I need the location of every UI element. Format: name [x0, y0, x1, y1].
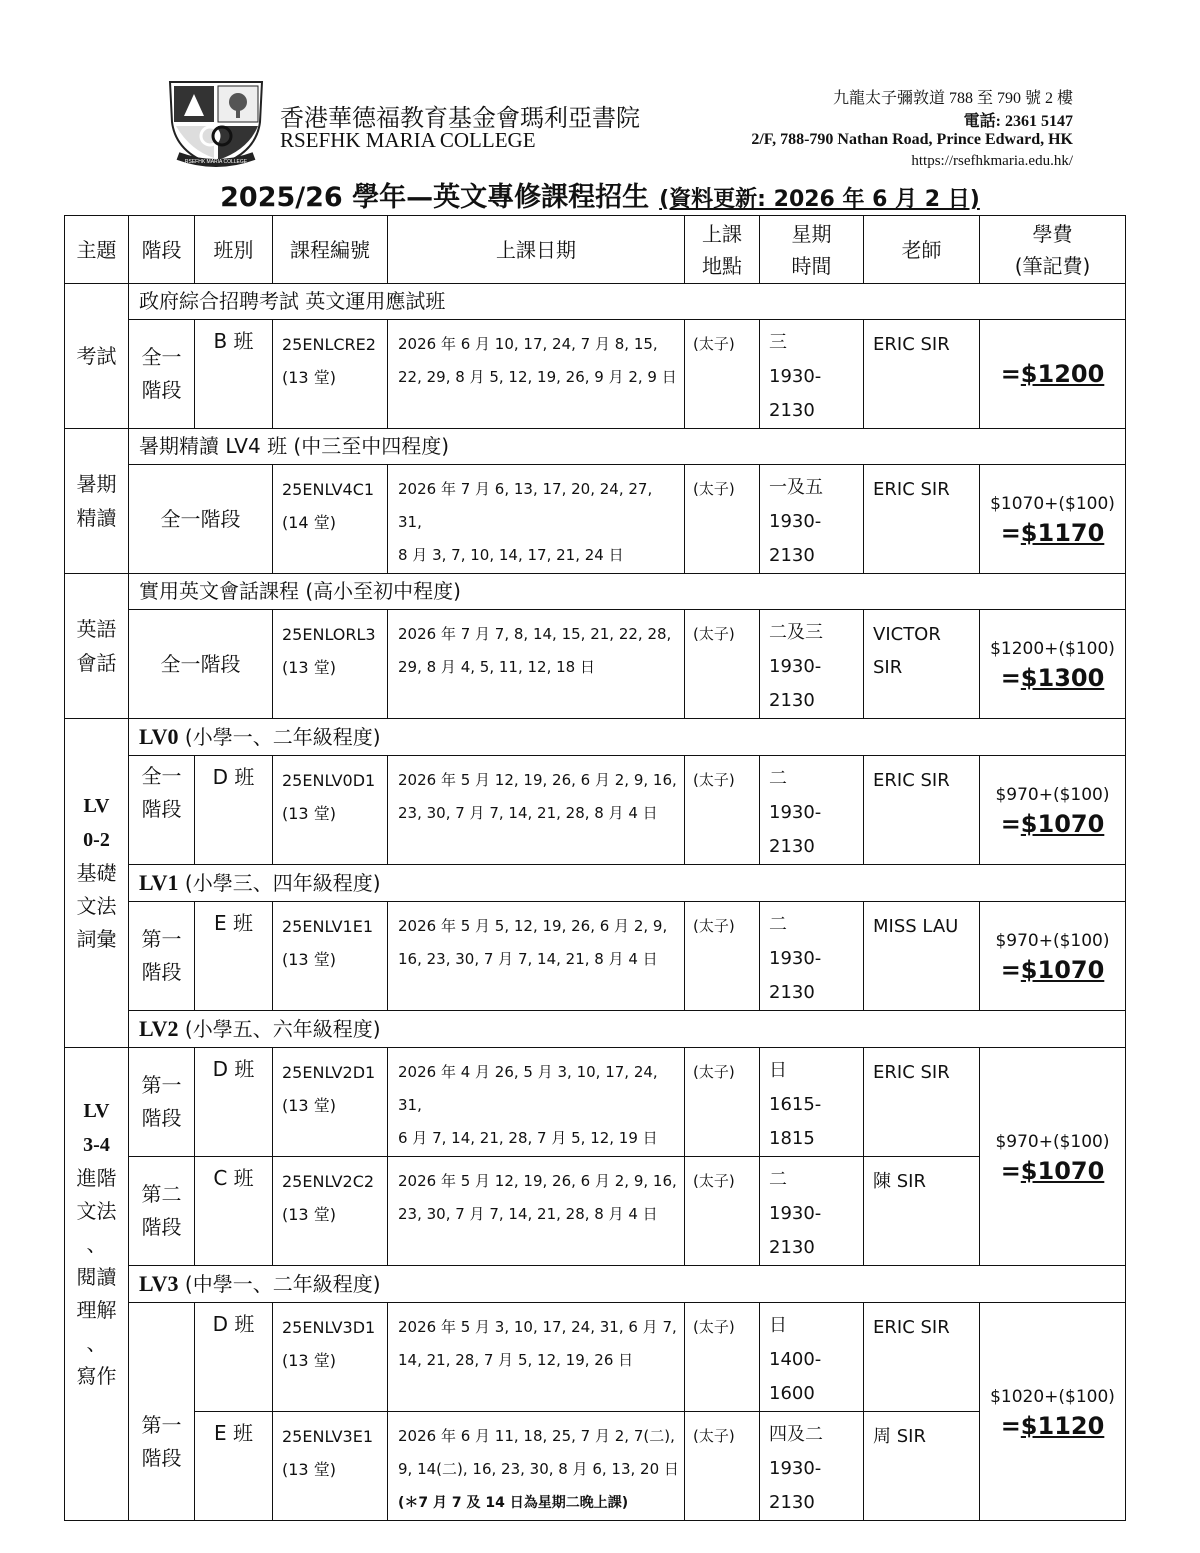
class-dates: 2026 年 7 月 7, 8, 14, 15, 21, 22, 28, 29, 8 月 4, 5, 11, 12, 18 日 [388, 610, 685, 719]
location: (太子) [685, 610, 760, 719]
course-code: 25ENLV0D1 (13 堂) [273, 756, 388, 865]
header-teacher: 老師 [864, 216, 980, 284]
class-name: D 班 [195, 756, 273, 865]
teacher: ERIC SIR [864, 465, 980, 574]
location: (太子) [685, 320, 760, 429]
class-dates: 2026 年 7 月 6, 13, 17, 20, 24, 27, 31, 8 月 3, 7, 10, 14, 17, 21, 24 日 [388, 465, 685, 574]
course-code: 25ENLV2D1 (13 堂) [273, 1048, 388, 1157]
svg-text:RSEFHK MARIA COLLEGE: RSEFHK MARIA COLLEGE [184, 159, 248, 165]
header-location: 上課 地點 [685, 216, 760, 284]
title-updated: (資料更新: 2026 年 6 月 2 日) [659, 187, 980, 212]
topic-lv0-2: LV 0-2 基礎 文法 詞彙 [65, 719, 129, 1048]
topic-exam: 考試 [65, 284, 129, 429]
table-row [65, 902, 1126, 1011]
teacher: ERIC SIR [864, 756, 980, 865]
class-name: E 班 [195, 902, 273, 1011]
class-name: C 班 [195, 1157, 273, 1266]
class-dates: 2026 年 5 月 3, 10, 17, 24, 31, 6 月 7, 14, 21, 28, 7 月 5, 12, 19, 26 日 [388, 1303, 685, 1412]
class-dates: 2026 年 5 月 5, 12, 19, 26, 6 月 2, 9, 16, 23, 30, 7 月 7, 14, 21, 8 月 4 日 [388, 902, 685, 1011]
fee: $970+($100) =$1070 [980, 902, 1126, 1011]
header-day-time: 星期 時間 [760, 216, 864, 284]
header-stage: 階段 [129, 216, 195, 284]
class-dates: 2026 年 5 月 12, 19, 26, 6 月 2, 9, 16, 23, 30, 7 月 7, 14, 21, 28, 8 月 4 日 [388, 1157, 685, 1266]
stage: 第一 階段 [129, 902, 195, 1011]
section-title-lv1: LV1 (小學三、四年級程度) [129, 865, 1126, 902]
topic-summer: 暑期 精讀 [65, 429, 129, 574]
location: (太子) [685, 756, 760, 865]
location: (太子) [685, 1303, 760, 1412]
fee: $1020+($100) =$1120 [980, 1303, 1126, 1521]
stage: 全一階段 [129, 610, 273, 719]
address-zh: 九龍太子彌敦道 788 至 790 號 2 樓 [832, 90, 1073, 107]
website-link[interactable]: https://rsefhkmaria.edu.hk/ [911, 153, 1073, 169]
table-row [65, 1157, 1126, 1266]
header-topic: 主題 [65, 216, 129, 284]
topic-lv3-4: LV 3-4 進階 文法 、 閱讀 理解 、 寫作 [65, 1048, 129, 1521]
class-name: D 班 [195, 1303, 273, 1412]
class-dates: 2026 年 6 月 10, 17, 24, 7 月 8, 15, 22, 29, 8 月 5, 12, 19, 26, 9 月 2, 9 日 [388, 320, 685, 429]
section-title-lv0: LV0 (小學一、二年級程度) [129, 719, 1126, 756]
fee-total: $1200 [1020, 359, 1105, 388]
table-row [65, 610, 1126, 719]
stage: 全一 階段 [129, 320, 195, 429]
fee: $970+($100) =$1070 [980, 756, 1126, 865]
location: (太子) [685, 902, 760, 1011]
class-dates: 2026 年 4 月 26, 5 月 3, 10, 17, 24, 31, 6 月 7, 14, 21, 28, 7 月 5, 12, 19 日 [388, 1048, 685, 1157]
day-time: 四及二 1930- 2130 [760, 1412, 864, 1521]
school-name-zh: 香港華德福教育基金會瑪利亞書院 [280, 104, 640, 132]
fee-total: $1070 [1020, 810, 1105, 838]
course-code: 25ENLV4C1 (14 堂) [273, 465, 388, 574]
day-time: 一及五 1930- 2130 [760, 465, 864, 574]
fee: =$1200 [980, 320, 1126, 429]
school-logo [160, 76, 272, 168]
fee: $1200+($100) =$1300 [980, 610, 1126, 719]
location: (太子) [685, 1048, 760, 1157]
fee-total: $1120 [1020, 1411, 1105, 1440]
course-code: 25ENLV2C2 (13 堂) [273, 1157, 388, 1266]
day-time: 三 1930- 2130 [760, 320, 864, 429]
class-name: B 班 [195, 320, 273, 429]
section-title-lv2: LV2 (小學五、六年級程度) [129, 1011, 1126, 1048]
teacher: ERIC SIR [864, 320, 980, 429]
table-row [65, 1048, 1126, 1157]
teacher: ERIC SIR [864, 1048, 980, 1157]
teacher: VICTOR SIR [864, 610, 980, 719]
header-fee: 學費 (筆記費) [980, 216, 1126, 284]
stage: 第一 階段 [129, 1303, 195, 1521]
location: (太子) [685, 1412, 760, 1521]
address-en: 2/F, 788-790 Nathan Road, Prince Edward, HK [751, 131, 1073, 148]
course-table [64, 215, 1126, 1521]
section-title-exam: 政府綜合招聘考試 英文運用應試班 [129, 284, 1126, 320]
day-time: 日 1400- 1600 [760, 1303, 864, 1412]
header-class: 班別 [195, 216, 273, 284]
course-code: 25ENLORL3 (13 堂) [273, 610, 388, 719]
table-row [65, 1412, 1126, 1521]
stage: 第二 階段 [129, 1157, 195, 1266]
fee-total: $1070 [1020, 1156, 1105, 1185]
day-time: 二 1930- 2130 [760, 756, 864, 865]
header-dates: 上課日期 [388, 216, 685, 284]
table-row [65, 1303, 1126, 1412]
day-time: 二 1930- 2130 [760, 902, 864, 1011]
fee-total: $1170 [1020, 519, 1105, 547]
course-code: 25ENLV1E1 (13 堂) [273, 902, 388, 1011]
course-code: 25ENLV3E1 (13 堂) [273, 1412, 388, 1521]
section-title-summer: 暑期精讀 LV4 班 (中三至中四程度) [129, 429, 1126, 465]
table-header-row [65, 216, 1126, 284]
page-title [0, 175, 1200, 214]
day-time: 二及三 1930- 2130 [760, 610, 864, 719]
teacher: MISS LAU [864, 902, 980, 1011]
section-title-lv3: LV3 (中學一、二年級程度) [129, 1266, 1126, 1303]
stage: 全一 階段 [129, 756, 195, 865]
class-name: D 班 [195, 1048, 273, 1157]
day-time: 日 1615- 1815 [760, 1048, 864, 1157]
class-name: E 班 [195, 1412, 273, 1521]
fee: $970+($100) =$1070 [980, 1048, 1126, 1266]
course-code: 25ENLCRE2 (13 堂) [273, 320, 388, 429]
school-name-en: RSEFHK MARIA COLLEGE [280, 128, 536, 152]
table-row [65, 465, 1126, 574]
teacher: 陳 SIR [864, 1157, 980, 1266]
location: (太子) [685, 1157, 760, 1266]
fee-total: $1300 [1020, 664, 1105, 692]
table-row [65, 756, 1126, 865]
phone-number: 電話: 2361 5147 [963, 113, 1073, 130]
fee-total: $1070 [1020, 956, 1105, 984]
teacher: 周 SIR [864, 1412, 980, 1521]
course-code: 25ENLV3D1 (13 堂) [273, 1303, 388, 1412]
fee: $1070+($100) =$1170 [980, 465, 1126, 574]
topic-oral: 英語 會話 [65, 574, 129, 719]
teacher: ERIC SIR [864, 1303, 980, 1412]
section-title-oral: 實用英文會話課程 (高小至初中程度) [129, 574, 1126, 610]
class-dates: 2026 年 5 月 12, 19, 26, 6 月 2, 9, 16, 23, 30, 7 月 7, 14, 21, 28, 8 月 4 日 [388, 756, 685, 865]
class-dates: 2026 年 6 月 11, 18, 25, 7 月 2, 7(二), 9, 14(二), 16, 23, 30, 8 月 6, 13, 20 日 (＊7 月 7 及 14 日為星期二晚上課) [388, 1412, 685, 1521]
day-time: 二 1930- 2130 [760, 1157, 864, 1266]
stage: 全一階段 [129, 465, 273, 574]
title-main: 2025/26 學年—英文專修課程招生 [220, 182, 650, 213]
header-code: 課程編號 [273, 216, 388, 284]
stage: 第一 階段 [129, 1048, 195, 1157]
location: (太子) [685, 465, 760, 574]
table-row [65, 320, 1126, 429]
